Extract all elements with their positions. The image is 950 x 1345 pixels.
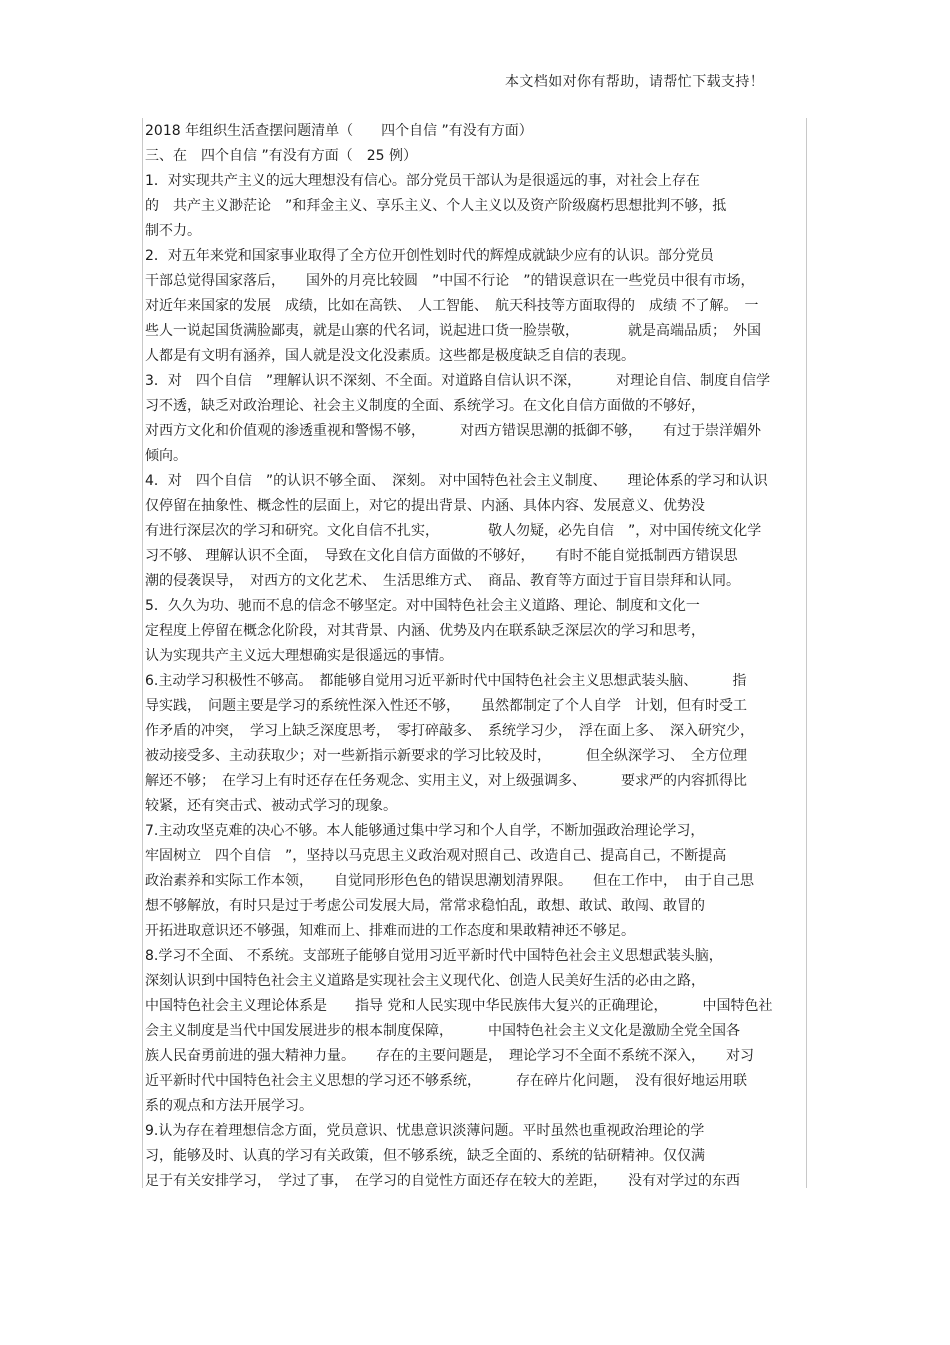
text-line: 开拓进取意识还不够强，知难而上、排难而进的工作态度和果敢精神还不够足。 (145, 923, 635, 939)
text-line: 定程度上停留在概念化阶段，对其背景、内涵、优势及内在联系缺乏深层次的学习和思考， (145, 623, 705, 639)
text-line: 潮的侵袭误导， 对西方的文化艺术、 生活思维方式、 商品、教育等方面过于盲目崇拜和认同。 (145, 573, 740, 589)
text-line: 2．对五年来党和国家事业取得了全方位开创性划时代的辉煌成就缺少应有的认识。部分党员 (145, 248, 714, 264)
text-line: 6.主动学习积极性不够高。 都能够自觉用习近平新时代中国特色社会主义思想武装头脑、 指 (145, 673, 747, 689)
text-line: 习不透，缺乏对政治理论、社会主义制度的全面、系统学习。在文化自信方面做的不够好， (145, 398, 705, 414)
paragraph-8 (145, 944, 805, 1119)
text-line: 4．对 四个自信 ”的认识不够全面、 深刻。 对中国特色社会主义制度、 理论体系的学习和认识 (145, 473, 768, 489)
text-line: 5．久久为功、驰而不息的信念不够坚定。对中国特色社会主义道路、理论、制度和文化一 (145, 598, 700, 614)
text-line: 近平新时代中国特色社会主义思想的学习还不够系统， 存在碎片化问题， 没有很好地运用联 (145, 1073, 747, 1089)
text-line: 中国特色社会主义理论体系是 指导 党和人民实现中华民族伟大复兴的正确理论， 中国特色社 (145, 998, 773, 1014)
right-margin-rule (806, 118, 807, 1188)
text-line: 制不力。 (145, 223, 201, 239)
text-line: 足于有关安排学习， 学过了事， 在学习的自觉性方面还存在较大的差距， 没有对学过的东西 (145, 1173, 740, 1189)
text-line: 的 共产主义渺茫论 ”和拜金主义、享乐主义、个人主义以及资产阶级腐朽思想批判不够，抵 (145, 198, 727, 214)
text-line: 倾向。 (145, 448, 187, 464)
text-line: 有进行深层次的学习和研究。文化自信不扎实， 敬人勿疑，必先自信 ”，对中国传统文化学 (145, 523, 762, 539)
paragraph-3 (145, 369, 805, 469)
document-body (145, 119, 805, 1194)
text-line: 族人民奋勇前进的强大精神力量。 存在的主要问题是， 理论学习不全面不系统不深入， 对习 (145, 1048, 754, 1064)
paragraph-1 (145, 169, 805, 244)
text-line: 想不够解放，有时只是过于考虑公司发展大局，常常求稳怕乱，敢想、敢试、敢闯、敢冒的 (145, 898, 705, 914)
left-margin-rule (142, 118, 143, 1188)
text-line: 3．对 四个自信 ”理解认识不深刻、不全面。对道路自信认识不深， 对理论自信、制度自信学 (145, 373, 771, 389)
text-line: 会主义制度是当代中国发展进步的根本制度保障， 中国特色社会主义文化是激励全党全国各 (145, 1023, 740, 1039)
text-line: 习不够、 理解认识不全面， 导致在文化自信方面做的不够好， 有时不能自觉抵制西方错误思 (145, 548, 738, 564)
paragraph-5 (145, 594, 805, 669)
paragraph-2 (145, 244, 805, 369)
text-line: 1．对实现共产主义的远大理想没有信心。部分党员干部认为是很遥远的事，对社会上存在 (145, 173, 700, 189)
text-line: 被动接受多、主动获取少；对一些新指示新要求的学习比较及时， 但全纵深学习、 全方位理 (145, 748, 747, 764)
text-line: 认为实现共产主义远大理想确实是很遥远的事情。 (145, 648, 453, 664)
text-line: 对近年来国家的发展 成绩，比如在高铁、 人工智能、 航天科技等方面取得的 成绩 不了解。 一 (145, 298, 759, 314)
text-line: 仅停留在抽象性、概念性的层面上，对它的提出背景、内涵、具体内容、发展意义、优势没 (145, 498, 705, 514)
text-line: 导实践， 问题主要是学习的系统性深入性还不够， 虽然都制定了个人自学 计划，但有时受工 (145, 698, 747, 714)
section-title: 三、在 四个自信 ”有没有方面（ 25 例） (145, 148, 417, 164)
text-line: 较紧，还有突击式、被动式学习的现象。 (145, 798, 397, 814)
paragraph-list (145, 169, 805, 1194)
text-line: 8.学习不全面、 不系统。支部班子能够自觉用习近平新时代中国特色社会主义思想武装头脑， (145, 948, 723, 964)
text-line: 解还不够； 在学习上有时还存在任务观念、实用主义，对上级强调多、 要求严的内容抓得比 (145, 773, 747, 789)
paragraph-4 (145, 469, 805, 594)
text-line: 深刻认识到中国特色社会主义道路是实现社会主义现代化、创造人民美好生活的必由之路， (145, 973, 705, 989)
text-line: 系的观点和方法开展学习。 (145, 1098, 313, 1114)
text-line: 牢固树立 四个自信 ”，坚持以马克思主义政治观对照自己、改造自己、提高自己，不断提高 (145, 848, 727, 864)
text-line: 7.主动攻坚克难的决心不够。本人能够通过集中学习和个人自学，不断加强政治理论学习， (145, 823, 705, 839)
text-line: 些人一说起国货满脸鄙夷，就是山寨的代名词，说起进口货一脸崇敬， 就是高端品质； 外国 (145, 323, 761, 339)
text-line: 习，能够及时、认真的学习有关政策，但不够系统，缺乏全面的、系统的钻研精神。仅仅满 (145, 1148, 705, 1164)
text-line: 干部总觉得国家落后， 国外的月亮比较圆 ”中国不行论 ”的错误意识在一些党员中很有市场， (145, 273, 755, 289)
paragraph-7 (145, 819, 805, 944)
header-note: 本文档如对你有帮助，请帮忙下载支持！ (505, 74, 765, 90)
text-line: 人都是有文明有涵养，国人就是没文化没素质。这些都是极度缺乏自信的表现。 (145, 348, 635, 364)
text-line: 政治素养和实际工作本领， 自觉同形形色色的错误思潮划清界限。 但在工作中， 由于自己思 (145, 873, 754, 889)
document-title: 2018 年组织生活查摆问题清单（ 四个自信 ”有没有方面） (145, 123, 533, 139)
text-line: 对西方文化和价值观的渗透重视和警惕不够， 对西方错误思潮的抵御不够， 有过于崇洋媚外 (145, 423, 761, 439)
text-line: 9.认为存在着理想信念方面，党员意识、忧患意识淡薄问题。平时虽然也重视政治理论的学 (145, 1123, 705, 1139)
paragraph-9 (145, 1119, 805, 1194)
paragraph-6 (145, 669, 805, 819)
text-line: 作矛盾的冲突， 学习上缺乏深度思考， 零打碎敲多、 系统学习少， 浮在面上多、 深入研究少， (145, 723, 754, 739)
